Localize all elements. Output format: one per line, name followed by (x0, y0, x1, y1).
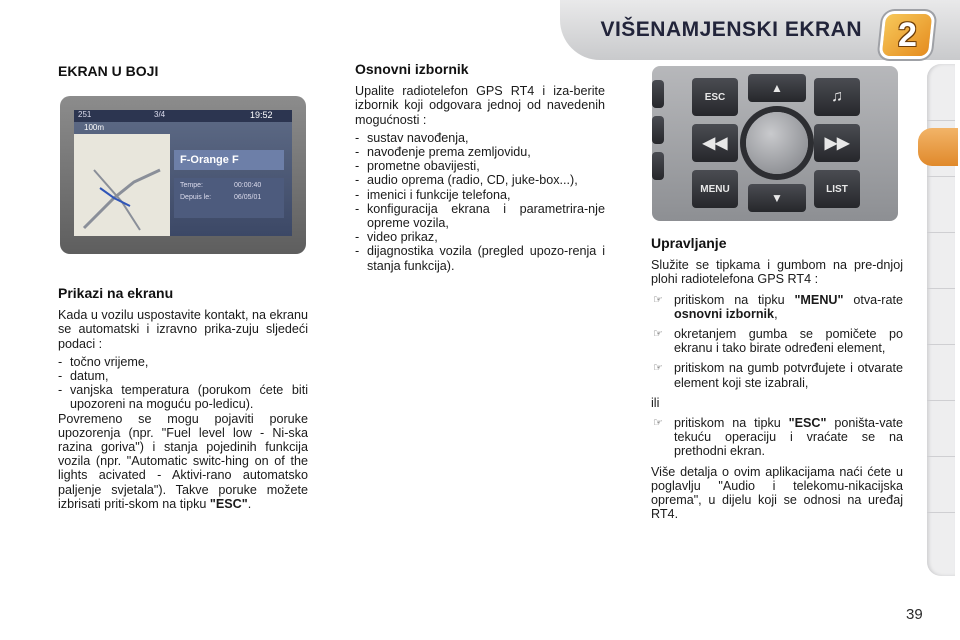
display-section (58, 286, 308, 511)
menu-key-label: "MENU" (794, 292, 844, 307)
list-item: - dijagnostika vozila (pregled upozo-renja i stanja funkcija). (355, 244, 605, 272)
section-heading-main-menu: Osnovni izbornik (355, 61, 469, 77)
panel-side-button (652, 80, 664, 108)
screen-scale: 100m (84, 123, 105, 132)
panel-list-button: LIST (814, 170, 860, 208)
tab-divider (927, 400, 955, 401)
tab-divider (927, 176, 955, 177)
tab-divider (927, 288, 955, 289)
main-menu-list (355, 131, 605, 273)
screen-indicator: 3/4 (154, 110, 166, 119)
main-menu-label: osnovni izbornik (674, 306, 775, 321)
list-item (651, 327, 903, 355)
list-item (651, 361, 903, 389)
panel-music-button: ♫ (814, 78, 860, 116)
list-item: - audio oprema (radio, CD, juke-box...), (355, 173, 605, 187)
list-item: - točno vrijeme, (58, 355, 308, 369)
controls-section (651, 236, 903, 521)
rotary-knob (746, 112, 808, 174)
list-item: - imenici i funkcije telefona, (355, 188, 605, 202)
panel-rewind-button: ◀◀ (692, 124, 738, 162)
tab-divider (927, 120, 955, 121)
section-heading-display: Prikazi na ekranu (58, 285, 174, 301)
step-text: pritiskom na gumb potvrđujete i otvarate element koji ste izabrali, (674, 361, 903, 390)
screen-temp: 251 (78, 110, 92, 119)
panel-forward-button: ▶▶ (814, 124, 860, 162)
list-item: - sustav navođenja, (355, 131, 605, 145)
chapter-number: 2 (897, 15, 917, 54)
list-item: - video prikaz, (355, 230, 605, 244)
left-column (58, 64, 308, 78)
tab-divider (927, 344, 955, 345)
list-item (651, 416, 903, 459)
pointing-hand-icon: ☞ (653, 293, 663, 306)
list-item: - navođenje prema zemljovidu, (355, 145, 605, 159)
main-menu-intro: Upalite radiotelefon GPS RT4 i iza-berite izbornik koji odgovara jednoj od navedenih mogućnosti : (355, 84, 605, 127)
control-panel-photo (652, 66, 898, 221)
screen-display (74, 110, 292, 236)
screen-value-1: 00:00:40 (234, 182, 262, 189)
screen-value-2: 06/05/01 (234, 194, 262, 201)
controls-intro: Služite se tipkama i gumbom na pre-dnjoj plohi radiotelefona GPS RT4 : (651, 258, 903, 287)
section-heading-controls: Upravljanje (651, 235, 727, 251)
tab-divider (927, 512, 955, 513)
list-item (651, 293, 903, 321)
display-outro (58, 412, 308, 511)
active-chapter-tab (918, 128, 958, 166)
or-text: ili (651, 395, 660, 410)
list-item: - prometne obavijesti, (355, 159, 605, 173)
controls-steps (651, 293, 903, 390)
page-number: 39 (906, 606, 923, 623)
list-item: - vanjska temperatura (porukom ćete biti upozoreni na moguću po-ledicu). (58, 383, 308, 411)
tab-divider (927, 456, 955, 457)
chapter-badge (882, 14, 932, 56)
panel-up-button: ▲ (748, 74, 806, 102)
display-list (58, 355, 308, 412)
screen-label-1: Tempe: (180, 182, 203, 189)
map-graphic (74, 110, 292, 236)
display-intro: Kada u vozilu uspostavite kontakt, na ekranu se automatski i izravno prika-zuju sljedeći podaci : (58, 308, 308, 351)
tab-divider (927, 232, 955, 233)
panel-menu-button: MENU (692, 170, 738, 208)
section-title-color-screen: EKRAN U BOJI (58, 63, 159, 79)
screen-label-2: Depuis le: (180, 194, 212, 201)
panel-esc-button: ESC (692, 78, 738, 116)
step-text: poništa-vate tekuću operaciju i vraćate se na prethodni ekran. (674, 416, 903, 459)
list-item: - konfiguracija ekrana i parametrira-nje opreme vozila, (355, 202, 605, 230)
screen-station: F-Orange F (180, 154, 239, 166)
panel-side-button (652, 152, 664, 180)
pointing-hand-icon: ☞ (653, 362, 663, 375)
step-text: otva-rate (853, 292, 904, 307)
esc-key-label: "ESC" (788, 416, 827, 431)
esc-key-label: "ESC" (209, 496, 248, 511)
list-item: - datum, (58, 369, 308, 383)
outro-text: Povremeno se mogu pojaviti poruke upozorenja (npr. "Fuel level low - Ni-ska razina goriva") i stanja pojedinih funkcija vozila (npr. "Automatic switc-hing on of the lights acivated - Aktivi-rano automatsko paljenje svjetala"). Takve poruke možete izbrisati priti-skom na tipku (58, 411, 308, 511)
main-menu-section (355, 62, 605, 273)
controls-outro: Više detalja o ovim aplikacijama naći ćete u poglavlju "Audio i telekomu-nikacijska oprema", u dijelu koji se odnosi na uređaj RT4. (651, 464, 903, 522)
panel-side-button (652, 116, 664, 144)
controls-steps-alt (651, 416, 903, 459)
color-screen-photo (60, 96, 306, 254)
pointing-hand-icon: ☞ (653, 417, 663, 430)
pointing-hand-icon: ☞ (653, 328, 663, 341)
outro-end: . (247, 496, 252, 511)
step-text: pritiskom na tipku (674, 416, 781, 431)
step-text: pritiskom na tipku (674, 292, 785, 307)
panel-down-button: ▼ (748, 184, 806, 212)
step-text: okretanjem gumba se pomičete po ekranu i tako birate određeni element, (674, 327, 903, 356)
step-end: , (774, 306, 778, 321)
screen-time: 19:52 (250, 110, 273, 120)
page-title: VIŠENAMJENSKI EKRAN (600, 18, 862, 41)
